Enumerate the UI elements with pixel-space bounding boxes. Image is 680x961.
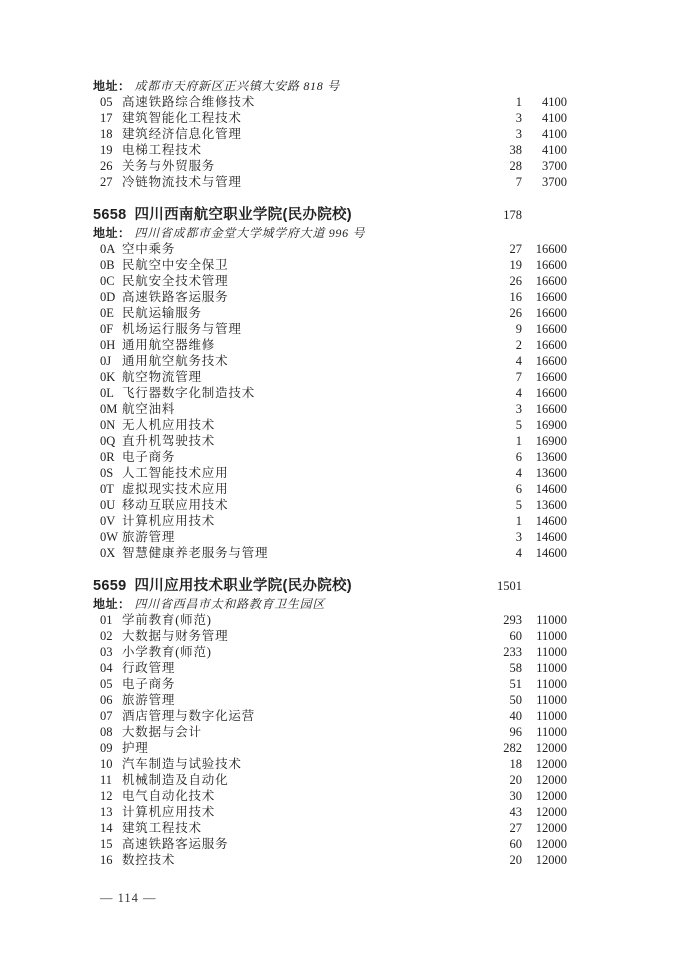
course-name: 高速铁路客运服务 — [122, 837, 229, 851]
course-code: 0M — [100, 402, 118, 416]
course-count: 60 — [509, 837, 522, 851]
course-name: 大数据与财务管理 — [122, 629, 229, 643]
course-count: 4 — [515, 466, 522, 480]
course-name: 民航安全技术管理 — [122, 274, 229, 288]
course-name: 无人机应用技术 — [122, 418, 216, 432]
course-count: 96 — [509, 725, 522, 739]
course-count: 293 — [503, 613, 522, 627]
course-count: 50 — [509, 693, 522, 707]
course-code: 26 — [100, 159, 113, 173]
address-label: 地址： — [93, 226, 131, 240]
course-fee: 16600 — [535, 306, 567, 320]
course-code: 10 — [100, 757, 113, 771]
course-count: 26 — [509, 306, 522, 320]
course-count: 3 — [515, 530, 522, 544]
course-fee: 16600 — [535, 354, 567, 368]
course-fee: 16900 — [535, 418, 567, 432]
course-row — [93, 305, 567, 321]
course-count: 1 — [515, 514, 522, 528]
course-name: 通用航空器维修 — [122, 338, 216, 352]
course-count: 6 — [515, 482, 522, 496]
course-fee: 11000 — [536, 645, 567, 659]
course-fee: 13600 — [535, 466, 567, 480]
course-name: 建筑工程技术 — [122, 821, 202, 835]
course-count: 27 — [509, 821, 522, 835]
course-code: 07 — [100, 709, 113, 723]
course-fee: 3700 — [542, 175, 567, 189]
address-line — [93, 225, 567, 241]
course-fee: 4100 — [542, 95, 567, 109]
school-name: 四川应用技术职业学院(民办院校) — [134, 578, 352, 594]
course-fee: 16600 — [535, 338, 567, 352]
course-name: 大数据与会计 — [122, 725, 202, 739]
course-count: 233 — [503, 645, 522, 659]
course-code: 0H — [100, 338, 116, 352]
course-code: 03 — [100, 645, 113, 659]
course-name: 电子商务 — [122, 450, 176, 464]
course-row — [93, 433, 567, 449]
course-code: 0X — [100, 546, 116, 560]
course-code: 0R — [100, 450, 115, 464]
course-row — [93, 628, 567, 644]
address-label: 地址： — [93, 597, 131, 611]
course-count: 2 — [515, 338, 522, 352]
course-fee: 11000 — [536, 677, 567, 691]
course-fee: 11000 — [536, 613, 567, 627]
course-name: 飞行器数字化制造技术 — [122, 386, 256, 400]
course-fee: 3700 — [542, 159, 567, 173]
course-count: 7 — [515, 370, 522, 384]
course-name: 电梯工程技术 — [122, 143, 202, 157]
course-code: 05 — [100, 95, 113, 109]
address-label: 地址： — [93, 79, 131, 93]
course-code: 0N — [100, 418, 116, 432]
course-code: 19 — [100, 143, 113, 157]
course-fee: 11000 — [536, 629, 567, 643]
course-name: 民航运输服务 — [122, 306, 202, 320]
course-row — [93, 740, 567, 756]
course-name: 人工智能技术应用 — [122, 466, 229, 480]
course-row — [93, 497, 567, 513]
course-name: 计算机应用技术 — [122, 805, 216, 819]
course-code: 0E — [100, 306, 114, 320]
course-name: 行政管理 — [122, 661, 176, 675]
course-fee: 4100 — [542, 127, 567, 141]
course-fee: 12000 — [535, 821, 567, 835]
course-fee: 12000 — [535, 853, 567, 867]
course-count: 9 — [515, 322, 522, 336]
course-fee: 16600 — [535, 370, 567, 384]
course-code: 17 — [100, 111, 113, 125]
course-fee: 12000 — [535, 757, 567, 771]
school-name: 四川西南航空职业学院(民办院校) — [134, 207, 352, 223]
course-count: 3 — [515, 127, 522, 141]
course-count: 30 — [509, 789, 522, 803]
address-line — [93, 596, 567, 612]
course-name: 电气自动化技术 — [122, 789, 216, 803]
course-code: 12 — [100, 789, 113, 803]
course-fee: 12000 — [535, 805, 567, 819]
course-row — [93, 772, 567, 788]
course-code: 04 — [100, 661, 113, 675]
course-fee: 14600 — [535, 514, 567, 528]
course-row — [93, 241, 567, 257]
course-fee: 11000 — [536, 725, 567, 739]
admissions-list — [93, 78, 567, 868]
course-count: 16 — [509, 290, 522, 304]
course-fee: 16900 — [535, 434, 567, 448]
course-fee: 12000 — [535, 837, 567, 851]
course-name: 冷链物流技术与管理 — [122, 175, 242, 189]
course-fee: 4100 — [542, 143, 567, 157]
course-row — [93, 529, 567, 545]
school-section — [93, 577, 567, 868]
course-count: 5 — [515, 498, 522, 512]
course-fee: 11000 — [536, 693, 567, 707]
course-count: 4 — [515, 546, 522, 560]
course-name: 移动互联应用技术 — [122, 498, 229, 512]
course-fee: 14600 — [535, 482, 567, 496]
school-code: 5658 — [93, 207, 127, 223]
course-code: 08 — [100, 725, 113, 739]
course-row — [93, 385, 567, 401]
course-count: 4 — [515, 386, 522, 400]
course-code: 01 — [100, 613, 113, 627]
address-line — [93, 78, 567, 94]
course-code: 0Q — [100, 434, 116, 448]
course-count: 58 — [509, 661, 522, 675]
course-row — [93, 289, 567, 305]
course-name: 民航空中安全保卫 — [122, 258, 229, 272]
course-fee: 11000 — [536, 661, 567, 675]
course-fee: 14600 — [535, 546, 567, 560]
school-code: 5659 — [93, 578, 127, 594]
course-code: 0W — [100, 530, 119, 544]
course-code: 14 — [100, 821, 113, 835]
course-name: 小学教育(师范) — [122, 645, 212, 659]
course-row — [93, 369, 567, 385]
course-row — [93, 852, 567, 868]
course-code: 0U — [100, 498, 116, 512]
school-section — [93, 206, 567, 561]
course-row — [93, 321, 567, 337]
course-name: 汽车制造与试验技术 — [122, 757, 242, 771]
course-row — [93, 273, 567, 289]
course-fee: 12000 — [535, 773, 567, 787]
course-row — [93, 756, 567, 772]
course-name: 虚拟现实技术应用 — [122, 482, 229, 496]
course-fee: 16600 — [535, 242, 567, 256]
course-count: 26 — [509, 274, 522, 288]
address-text: 成都市天府新区正兴镇大安路 818 号 — [134, 79, 340, 93]
course-name: 智慧健康养老服务与管理 — [122, 546, 269, 560]
school-total-count: 1501 — [497, 579, 522, 593]
course-count: 18 — [509, 757, 522, 771]
course-code: 0C — [100, 274, 115, 288]
course-name: 通用航空航务技术 — [122, 354, 229, 368]
course-name: 电子商务 — [122, 677, 176, 691]
course-count: 5 — [515, 418, 522, 432]
course-row — [93, 724, 567, 740]
course-code: 18 — [100, 127, 113, 141]
course-code: 11 — [100, 773, 113, 787]
course-fee: 13600 — [535, 450, 567, 464]
course-code: 16 — [100, 853, 113, 867]
course-row — [93, 545, 567, 561]
course-fee: 11000 — [536, 709, 567, 723]
course-name: 高速铁路综合维修技术 — [122, 95, 256, 109]
course-name: 旅游管理 — [122, 693, 176, 707]
course-count: 51 — [509, 677, 522, 691]
course-fee: 12000 — [535, 789, 567, 803]
course-count: 27 — [509, 242, 522, 256]
course-row — [93, 513, 567, 529]
course-count: 1 — [515, 434, 522, 448]
course-name: 航空物流管理 — [122, 370, 202, 384]
page-number: — 114 — — [100, 891, 157, 905]
course-count: 38 — [509, 143, 522, 157]
course-row — [93, 94, 567, 110]
course-name: 直升机驾驶技术 — [122, 434, 216, 448]
course-code: 09 — [100, 741, 113, 755]
course-row — [93, 142, 567, 158]
course-row — [93, 708, 567, 724]
course-row — [93, 836, 567, 852]
course-code: 0B — [100, 258, 115, 272]
course-code: 02 — [100, 629, 113, 643]
course-fee: 14600 — [535, 530, 567, 544]
course-row — [93, 660, 567, 676]
course-code: 0K — [100, 370, 116, 384]
course-row — [93, 449, 567, 465]
course-count: 4 — [515, 354, 522, 368]
course-count: 282 — [503, 741, 522, 755]
course-row — [93, 644, 567, 660]
course-row — [93, 820, 567, 836]
course-row — [93, 465, 567, 481]
course-row — [93, 126, 567, 142]
course-count: 60 — [509, 629, 522, 643]
address-text: 四川省西昌市太和路教育卫生园区 — [134, 597, 326, 611]
course-code: 27 — [100, 175, 113, 189]
course-name: 航空油料 — [122, 402, 176, 416]
course-fee: 12000 — [535, 741, 567, 755]
address-text: 四川省成都市金堂大学城学府大道 996 号 — [134, 226, 366, 240]
school-section — [93, 78, 567, 190]
course-row — [93, 337, 567, 353]
course-count: 3 — [515, 402, 522, 416]
course-row — [93, 692, 567, 708]
course-fee: 16600 — [535, 386, 567, 400]
course-count: 40 — [509, 709, 522, 723]
course-count: 6 — [515, 450, 522, 464]
course-count: 20 — [509, 773, 522, 787]
course-name: 空中乘务 — [122, 242, 176, 256]
course-fee: 16600 — [535, 322, 567, 336]
course-code: 0S — [100, 466, 114, 480]
school-header — [93, 577, 567, 596]
course-code: 0T — [100, 482, 114, 496]
course-name: 关务与外贸服务 — [122, 159, 216, 173]
course-name: 建筑智能化工程技术 — [122, 111, 242, 125]
course-count: 43 — [509, 805, 522, 819]
course-fee: 4100 — [542, 111, 567, 125]
course-count: 1 — [515, 95, 522, 109]
course-fee: 16600 — [535, 258, 567, 272]
course-fee: 16600 — [535, 402, 567, 416]
course-count: 28 — [509, 159, 522, 173]
course-row — [93, 417, 567, 433]
course-code: 0D — [100, 290, 116, 304]
course-name: 机场运行服务与管理 — [122, 322, 242, 336]
course-name: 护理 — [122, 741, 149, 755]
course-row — [93, 676, 567, 692]
course-count: 7 — [515, 175, 522, 189]
course-name: 学前教育(师范) — [122, 613, 212, 627]
course-row — [93, 788, 567, 804]
course-name: 建筑经济信息化管理 — [122, 127, 242, 141]
course-row — [93, 612, 567, 628]
course-code: 0L — [100, 386, 114, 400]
course-code: 05 — [100, 677, 113, 691]
school-header — [93, 206, 567, 225]
course-code: 13 — [100, 805, 113, 819]
course-row — [93, 401, 567, 417]
course-name: 计算机应用技术 — [122, 514, 216, 528]
course-name: 旅游管理 — [122, 530, 176, 544]
course-code: 0J — [100, 354, 112, 368]
course-fee: 13600 — [535, 498, 567, 512]
course-row — [93, 804, 567, 820]
course-row — [93, 110, 567, 126]
course-fee: 16600 — [535, 274, 567, 288]
course-count: 19 — [509, 258, 522, 272]
course-name: 高速铁路客运服务 — [122, 290, 229, 304]
course-row — [93, 174, 567, 190]
course-name: 机械制造及自动化 — [122, 773, 229, 787]
course-fee: 16600 — [535, 290, 567, 304]
course-code: 0V — [100, 514, 116, 528]
course-row — [93, 158, 567, 174]
course-count: 3 — [515, 111, 522, 125]
course-count: 20 — [509, 853, 522, 867]
course-code: 0F — [100, 322, 114, 336]
course-code: 06 — [100, 693, 113, 707]
course-name: 酒店管理与数字化运营 — [122, 709, 256, 723]
course-name: 数控技术 — [122, 853, 176, 867]
course-code: 15 — [100, 837, 113, 851]
school-total-count: 178 — [503, 208, 522, 222]
course-row — [93, 481, 567, 497]
course-code: 0A — [100, 242, 116, 256]
course-row — [93, 353, 567, 369]
course-row — [93, 257, 567, 273]
